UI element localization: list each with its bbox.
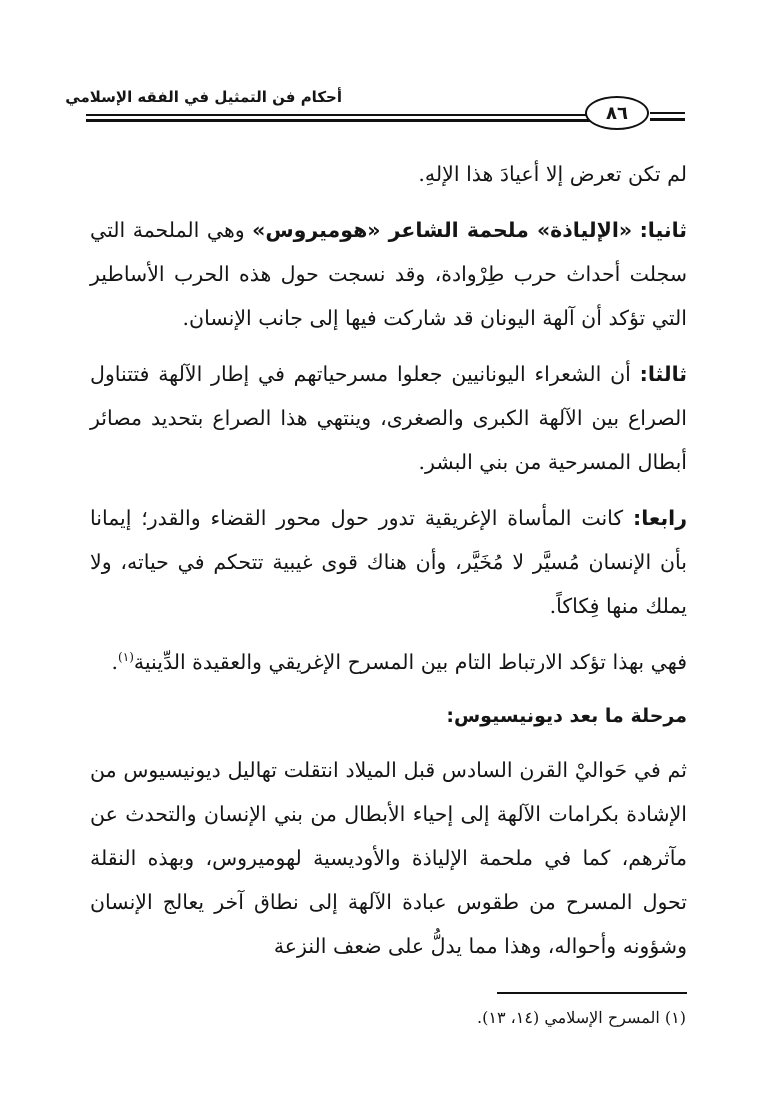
body-text xyxy=(90,152,687,980)
paragraph xyxy=(90,496,687,628)
header-rule xyxy=(650,118,685,121)
paragraph xyxy=(90,208,687,340)
running-title: أحكام فن التمثيل في الفقه الإسلامي xyxy=(65,88,342,106)
header-rule xyxy=(650,112,685,114)
section-heading: مرحلة ما بعد ديونيسيوس: xyxy=(446,705,687,727)
header-rule xyxy=(86,119,596,122)
point-label: رابعا: xyxy=(633,506,687,530)
point-title: «الإلياذة» ملحمة الشاعر «هوميروس» xyxy=(252,218,633,242)
point-label: ثانيا: xyxy=(639,218,687,242)
paragraph xyxy=(90,640,687,684)
paragraph-text: أن الشعراء اليونانيين جعلوا مسرحياتهم في إطار الآلهة فتتناول الصراع بين الآلهة الكبرى والصغرى، وينتهي هذا الصراع بتحديد مصائر أبطال المسرحية من بني البشر. xyxy=(90,362,687,474)
paragraph-text: لم تكن تعرض إلا أعيادَ هذا الإلهِ. xyxy=(418,162,687,186)
paragraph-text: كانت المأساة الإغريقية تدور حول محور القضاء والقدر؛ إيمانا بأن الإنسان مُسيَّر لا مُخَيَّر، وأن هناك قوى غيبية تتحكم في حياته، ولا يملك منها فِكاكاً. xyxy=(90,506,687,618)
footnote-rule xyxy=(497,992,687,994)
paragraph-text: ثم في حَواليْ القرن السادس قبل الميلاد انتقلت تهاليل ديونيسيوس من الإشادة بكرامات الآلهة إلى إحياء الأبطال من بني الإنسان والتحدث عن مآثرهم، كما في ملحمة الإلياذة والأوديسية لهوميروس، وبهذه النقلة تحول المسرح من طقوس عبادة الآلهة إلى نطاق آخر يعالج الإنسان وشؤونه وأحواله، وهذا مما يدلُّ على ضعف النزعة xyxy=(90,758,687,958)
paragraph-text: وهي الملحمة التي سجلت أحداث حرب طِرْوادة، وقد نسجت حول هذه الحرب الأساطير التي تؤكد أن آلهة اليونان قد شاركت فيها إلى جانب الإنسان. xyxy=(90,218,687,330)
paragraph xyxy=(90,152,687,196)
header-rule xyxy=(86,114,596,116)
paragraph-text: فهي بهذا تؤكد الارتباط التام بين المسرح الإغريقي والعقيدة الدِّينية xyxy=(133,650,687,674)
point-label: ثالثا: xyxy=(639,362,687,386)
paragraph xyxy=(90,352,687,484)
footnote: (١) المسرح الإسلامي (١٤، ١٣). xyxy=(477,1008,686,1027)
paragraph xyxy=(90,748,687,968)
footnote-ref: (١) xyxy=(118,650,134,665)
page-number: ٨٦ xyxy=(585,96,649,130)
paragraph-end: . xyxy=(111,650,119,674)
